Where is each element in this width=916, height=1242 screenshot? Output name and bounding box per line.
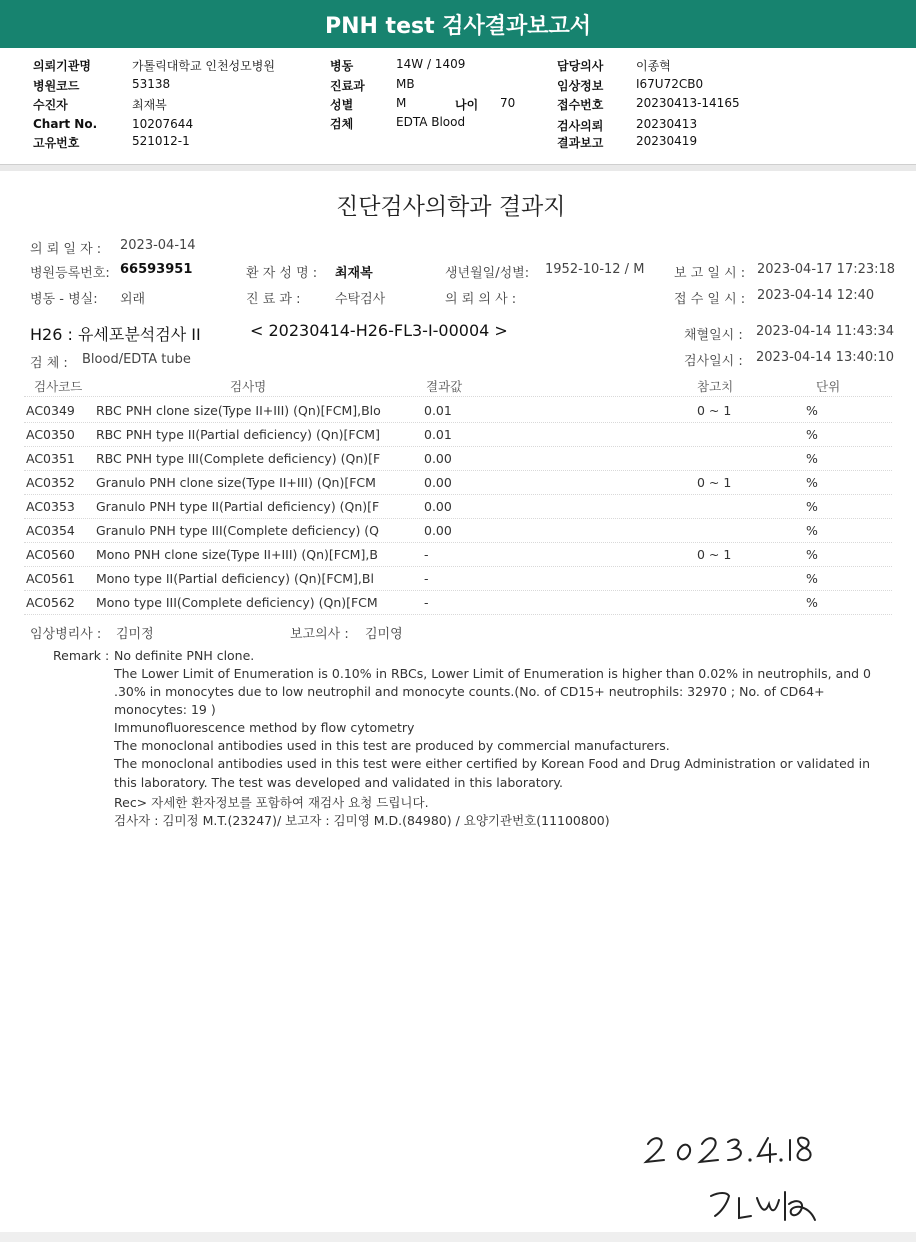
row-result: 0.01: [424, 403, 452, 418]
row-test-name: RBC PNH type III(Complete deficiency) (Qn)[F: [96, 451, 381, 466]
report-date-value: 20230419: [636, 134, 698, 148]
collect-time-label: 채혈일시 :: [684, 328, 743, 343]
col-result: 결과값: [426, 379, 463, 394]
request-date-label: 의 뢰 일 자 :: [30, 242, 102, 257]
request-date-label: 검사의뢰: [557, 119, 604, 133]
test-time-label: 검사일시 :: [684, 354, 743, 369]
row-rule: [24, 422, 892, 423]
row-rule: [24, 542, 892, 543]
row-result: 0.00: [424, 475, 452, 490]
row-result: 0.00: [424, 499, 452, 514]
handwritten-date: [640, 1130, 820, 1170]
row-reference: 0 ~ 1: [697, 475, 732, 490]
ward-value: 14W / 1409: [396, 57, 466, 71]
reporter-value: 김미영: [365, 627, 403, 642]
document-title: PNH test 검사결과보고서: [0, 0, 916, 48]
page-footer-strip: [0, 1232, 916, 1242]
row-result: -: [424, 595, 429, 610]
row-unit: %: [806, 499, 818, 514]
row-test-name: Granulo PNH type II(Partial deficiency) (Qn)[F: [96, 499, 380, 514]
specimen-value: EDTA Blood: [396, 115, 466, 129]
remark-line: No definite PNH clone.: [114, 648, 255, 663]
col-unit: 단위: [816, 379, 841, 394]
row-rule: [24, 614, 892, 615]
institution-label: 의뢰기관명: [33, 59, 91, 73]
row-code: AC0562: [26, 595, 75, 610]
unique-no-value: 521012-1: [132, 134, 190, 148]
patient-name-value: 최재복: [335, 266, 373, 281]
row-unit: %: [806, 427, 818, 442]
specimen-type-label: 검 체 :: [30, 356, 68, 371]
remark-line: 검사자 : 김미정 M.T.(23247)/ 보고자 : 김미영 M.D.(84980) / 요양기관번호(11100800): [114, 813, 610, 828]
row-unit: %: [806, 595, 818, 610]
row-unit: %: [806, 475, 818, 490]
row-reference: 0 ~ 1: [697, 547, 732, 562]
col-reference: 참고치: [697, 379, 734, 394]
sex-label: 성별: [330, 98, 354, 112]
row-result: 0.00: [424, 523, 452, 538]
technologist-label: 임상병리사 :: [30, 627, 102, 642]
row-test-name: Mono type II(Partial deficiency) (Qn)[FCM],Bl: [96, 571, 374, 586]
department-label: 진 료 과 :: [246, 292, 301, 307]
ward-label: 병동: [330, 59, 354, 73]
birth-sex-value: 1952-10-12 / M: [545, 262, 645, 277]
remark-line: monocytes: 19 ): [114, 702, 216, 717]
remark-line: The monoclonal antibodies used in this test are produced by commercial manufacturers.: [114, 738, 670, 753]
ward-room-value: 외래: [120, 292, 146, 307]
test-time-value: 2023-04-14 13:40:10: [756, 350, 895, 365]
row-code: AC0561: [26, 571, 75, 586]
department-value: 수탁검사: [335, 292, 386, 307]
row-rule: [24, 518, 892, 519]
remark-line: .30% in monocytes due to low neutrophil and monocyte counts.(No. of CD15+ neutrophils: 32970 ; No. of CD64+: [114, 684, 825, 699]
doctor-value: 이종혁: [636, 59, 671, 73]
department-value: MB: [396, 77, 415, 91]
chart-no-value: 10207644: [132, 117, 194, 131]
row-result: 0.00: [424, 451, 452, 466]
row-unit: %: [806, 451, 818, 466]
row-test-name: RBC PNH clone size(Type II+III) (Qn)[FCM],Blo: [96, 403, 381, 418]
reg-no-label: 병원등록번호:: [30, 266, 110, 281]
row-code: AC0352: [26, 475, 75, 490]
row-reference: 0 ~ 1: [697, 403, 732, 418]
remark-line: this laboratory. The test was developed and validated in this laboratory.: [114, 775, 564, 790]
department-label: 진료과: [330, 79, 365, 93]
row-code: AC0353: [26, 499, 75, 514]
patient-value: 최재복: [132, 98, 167, 112]
row-unit: %: [806, 571, 818, 586]
sex-value: M: [396, 96, 407, 110]
reporter-label: 보고의사 :: [290, 627, 349, 642]
row-code: AC0560: [26, 547, 75, 562]
row-unit: %: [806, 547, 818, 562]
birth-sex-label: 생년월일/성별:: [445, 266, 530, 281]
ward-room-label: 병동 - 병실:: [30, 292, 98, 307]
age-value: 70: [500, 96, 516, 110]
request-date-value: 2023-04-14: [120, 238, 196, 253]
receipt-time-value: 2023-04-14 12:40: [757, 288, 875, 303]
specimen-label: 검체: [330, 117, 354, 131]
row-unit: %: [806, 403, 818, 418]
row-rule: [24, 470, 892, 471]
report-time-value: 2023-04-17 17:23:18: [757, 262, 896, 277]
section-divider: [0, 164, 916, 171]
specimen-type-value: Blood/EDTA tube: [82, 352, 191, 367]
row-rule: [24, 446, 892, 447]
col-code: 검사코드: [34, 379, 83, 394]
row-test-name: Mono PNH clone size(Type II+III) (Qn)[FCM],B: [96, 547, 378, 562]
receipt-no-value: 20230413-14165: [636, 96, 740, 110]
remark-label: Remark :: [53, 648, 110, 663]
test-code-title: H26 : 유세포분석검사 II: [30, 325, 201, 344]
header-rule: [24, 396, 892, 397]
row-code: AC0351: [26, 451, 75, 466]
patient-name-label: 환 자 성 명 :: [246, 266, 318, 281]
row-rule: [24, 566, 892, 567]
row-code: AC0349: [26, 403, 75, 418]
collect-time-value: 2023-04-14 11:43:34: [756, 324, 895, 339]
handwritten-signature: [705, 1184, 825, 1228]
row-code: AC0350: [26, 427, 75, 442]
age-label: 나이: [455, 98, 479, 112]
request-date-value: 20230413: [636, 117, 698, 131]
row-test-name: RBC PNH type II(Partial deficiency) (Qn)[FCM]: [96, 427, 380, 442]
row-rule: [24, 494, 892, 495]
row-unit: %: [806, 523, 818, 538]
report-time-label: 보 고 일 시 :: [674, 266, 746, 281]
hospital-code-value: 53138: [132, 77, 171, 91]
remark-line: Rec> 자세한 환자정보를 포함하여 재검사 요청 드립니다.: [114, 795, 429, 810]
technologist-value: 김미정: [116, 627, 154, 642]
remark-line: The monoclonal antibodies used in this test were either certified by Korean Food and Drug Administration or validated in: [114, 756, 871, 771]
patient-label: 수진자: [33, 98, 68, 112]
row-rule: [24, 590, 892, 591]
institution-value: 가톨릭대학교 인천성모병원: [132, 59, 275, 73]
row-test-name: Granulo PNH type III(Complete deficiency) (Q: [96, 523, 380, 538]
specimen-id: < 20230414-H26-FL3-I-00004 >: [250, 321, 508, 340]
row-result: -: [424, 571, 429, 586]
remark-line: Immunofluorescence method by flow cytometry: [114, 720, 415, 735]
receipt-time-label: 접 수 일 시 :: [674, 292, 746, 307]
report-title: 진단검사의학과 결과지: [336, 194, 566, 220]
row-code: AC0354: [26, 523, 75, 538]
report-date-label: 결과보고: [557, 136, 604, 150]
requesting-doctor-label: 의 뢰 의 사 :: [445, 292, 517, 307]
receipt-no-label: 접수번호: [557, 98, 604, 112]
row-result: 0.01: [424, 427, 452, 442]
reg-no-value: 66593951: [120, 262, 193, 277]
row-result: -: [424, 547, 429, 562]
unique-no-label: 고유번호: [33, 136, 80, 150]
clinical-info-value: I67U72CB0: [636, 77, 704, 91]
remark-line: The Lower Limit of Enumeration is 0.10% in RBCs, Lower Limit of Enumeration is higher than 0.02% in neutrophils, and 0: [114, 666, 872, 681]
row-test-name: Mono type III(Complete deficiency) (Qn)[FCM: [96, 595, 378, 610]
doctor-label: 담당의사: [557, 59, 604, 73]
clinical-info-label: 임상정보: [557, 79, 604, 93]
result-sheet: [0, 172, 916, 1232]
col-name: 검사명: [230, 379, 267, 394]
chart-no-label: Chart No.: [33, 117, 98, 131]
hospital-code-label: 병원코드: [33, 79, 80, 93]
row-test-name: Granulo PNH clone size(Type II+III) (Qn)[FCM: [96, 475, 376, 490]
